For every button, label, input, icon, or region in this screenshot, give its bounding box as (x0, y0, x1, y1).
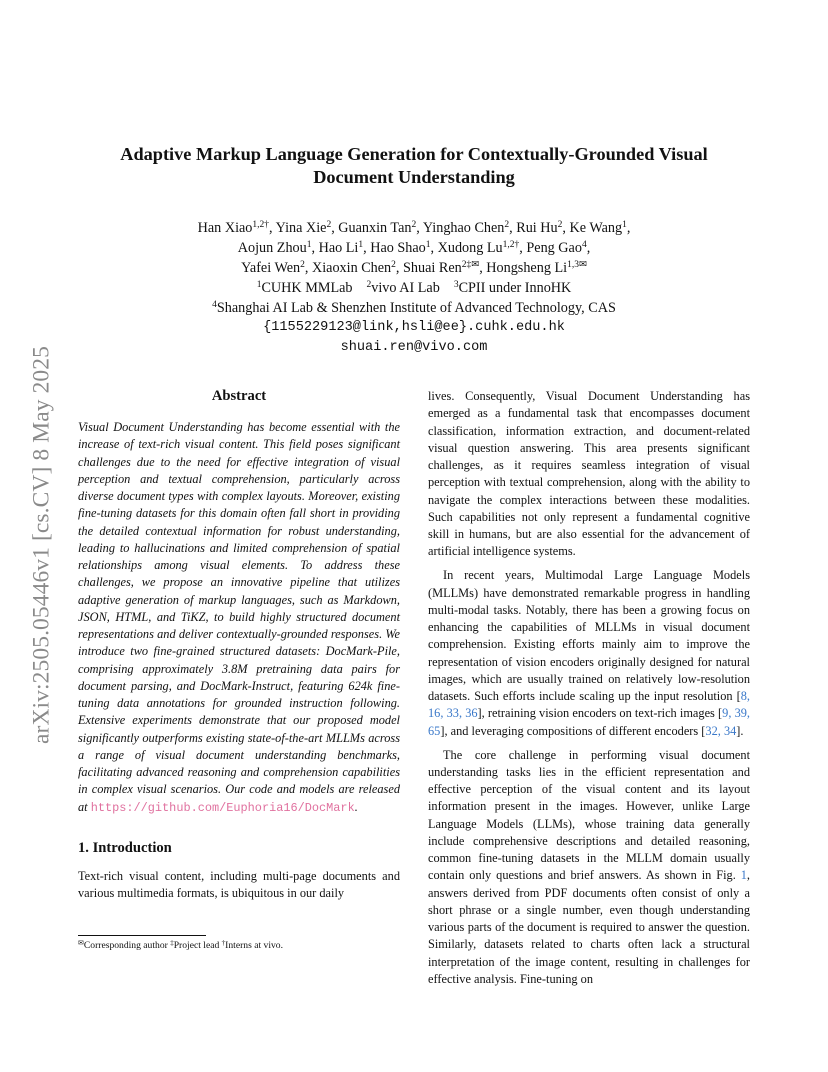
abstract-body: Visual Document Understanding has become essential with the increase of text-rich visual content. This field poses significant challenges due to the need for effective integration of visual perception and textual comprehension, particularly across diverse document types with complex layouts. Moreover, existing fine-tuning datasets for this domain often fall short in providing the detailed contextual information for robust understanding, leading to hallucinations and limited comprehension of spatial relationships among visual elements. To address these challenges, we propose an innovative pipeline that utilizes adaptive generation of markup languages, such as Markdown, JSON, HTML, and TiKZ, to build highly structured document representations and deliver contextually-grounded responses. We introduce two fine-grained structured datasets: DocMark-Pile, comprising approximately 3.8M pretraining data pairs for document parsing, and DocMark-Instruct, featuring 624k fine-tuning data annotations for grounded instruction following. Extensive experiments demonstrate that our proposed model significantly outperforms existing state-of-the-art MLLMs across a range of visual document understanding benchmarks, facilitating advanced reasoning and comprehension capabilities in complex visual scenarios. Our code and models are released at https://github.com/Euphoria16/DocMark. (78, 420, 400, 815)
author-block (80, 218, 748, 358)
citation-link[interactable]: 8, 16, 33, 36 (428, 689, 750, 721)
citation-link[interactable]: 9, 39, 65 (428, 706, 750, 738)
intro-paragraph-1: lives. Consequently, Visual Document Understanding has emerged as a fundamental task that encompasses document classification, information extraction, and document-related visual question answering. This area presents significant challenges, as it requires seamless integration of visual perception with textual comprehension, along with the ability to navigate the complex interactions between these modalities. Such capabilities not only represent a fundamental cognitive skill in humans, but are also essential for the advancement of artificial intelligence systems. (428, 389, 750, 559)
figure-reference-link[interactable]: 1 (740, 868, 747, 883)
footnote: ✉Corresponding author ‡Project lead †Interns at vivo. (78, 939, 283, 951)
title-line-1: Adaptive Markup Language Generation for Contextually-Grounded Visual (120, 144, 708, 164)
intro-paragraph-2: In recent years, Multimodal Large Language Models (MLLMs) have demonstrated remarkable progress in handling multi-modal tasks. Notably, there has been a growing focus on enhancing the capabilities of MLLMs in visual document comprehension. Existing efforts mainly aim to improve the representation of vision encoders originally designed for natural images, which are usually trained on relatively low-resolution datasets. Such efforts include scaling up the input resolution [8, 16, 33, 36], retraining vision encoders on text-rich images [9, 39, 65], and leveraging compositions of different encoders [32, 34]. (428, 568, 750, 738)
arxiv-id-text: arXiv:2505.05446v1 [cs.CV] 8 May 2025 (28, 346, 55, 744)
affiliation-line-1: $^1$CUHK MMLab $^2$vivo AI Lab $^3$CPII under InnoHK (256, 279, 572, 296)
footnote-divider (78, 935, 206, 936)
left-column (78, 419, 400, 903)
abstract-heading: Abstract (211, 388, 267, 404)
title-line-2: Document Understanding (313, 167, 515, 187)
intro-paragraph-3: The core challenge in performing visual document understanding tasks lies in the efficient representation and effective perception of the visual content and its layout information present in the images. However, unlike Large Language Models (LLMs), whose training data generally include comprehensive descriptions and detailed reasoning, common fine-tuning datasets in the MLLM domain usually contain only questions and brief answers. As shown in Fig. 1, answers derived from PDF documents often consist of only a short phrase or a single number, even though understanding various parts of the document is required to answer the question. Similarly, datasets related to charts often lack a structural interpretation of the image content, resulting in challenges for effective analysis. Fine-tuning on (428, 747, 750, 986)
email-line-1: {1155229123@link,hsli@ee}.cuhk.edu.hk (263, 320, 565, 335)
citation-link[interactable]: 32, 34 (705, 723, 737, 738)
code-repository-link[interactable]: https://github.com/Euphoria16/DocMark (90, 800, 355, 815)
section-heading-introduction: 1. Introduction (78, 839, 172, 856)
intro-paragraph-start: Text-rich visual content, including multi-page documents and various multimedia formats, is ubiquitous in our daily (78, 869, 400, 901)
author-line-1: Han Xiao$^{1,2\dagger}$, Yina Xie$^2$, Guanxin Tan$^2$, Yinghao Chen$^2$, Rui Hu$^2$, Ke Wang$^1$, (197, 219, 631, 236)
author-line-3: Yafei Wen$^2$, Xiaoxin Chen$^2$, Shuai Ren$^{2\ddagger✉}$, Hongsheng $Li^{1,3✉}$ (241, 259, 587, 276)
affiliation-line-2: $^4$Shanghai AI Lab & Shenzhen Institute of Advanced Technology, CAS (212, 299, 616, 316)
author-line-2: Aojun Zhou$^1$, Hao Li$^1$, Hao Shao$^1$, Xudong $Lu^{1,2\dagger}$, Peng Gao$^4$, (237, 239, 591, 256)
arxiv-identifier-stamp (22, 305, 62, 785)
paper-title (80, 143, 748, 189)
right-column (428, 388, 750, 988)
email-line-2: shuai.ren@vivo.com (340, 340, 488, 355)
